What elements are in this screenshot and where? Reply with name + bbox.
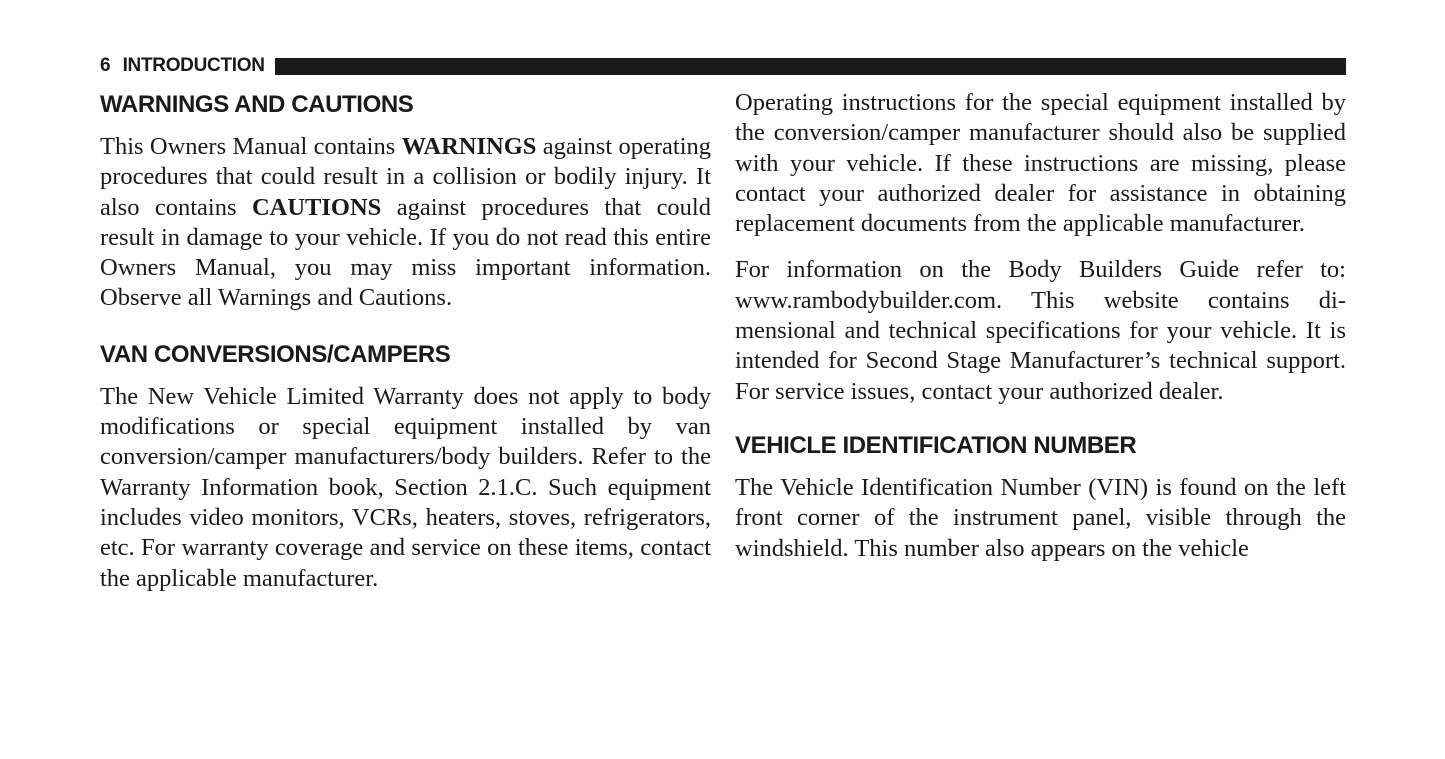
warnings-heading: WARNINGS AND CAUTIONS: [100, 91, 414, 118]
van-conversions-paragraph: The New Vehicle Limited Warranty does not apply to body modifications or special equipment installed by van conversion/camper manufacturers/body builders. Refer to the Warranty Information book, Section 2.1.C. Such equipment includes video monitors, VCRs, heaters, stoves, refrigerators, etc. For warranty coverage and service on these items, contact the applicable manufacturer.: [100, 382, 711, 592]
body-builders-paragraph: For information on the Body Builders Guide refer to: www.rambodybuilder.com. This website contains dimensional and technical specifications for your vehicle. It is intended for Second Stage Manufacturer’s technical support. For service issues, contact your authorized dealer.: [735, 256, 1346, 405]
page-number: 6: [100, 55, 111, 76]
right-column: [735, 88, 1346, 564]
cautions-bold-term: CAUTIONS: [251, 193, 382, 221]
warnings-bold-term: WARNINGS: [401, 133, 537, 160]
vin-heading: VEHICLE IDENTIFICATION NUMBER: [735, 431, 1137, 459]
header-rule: [275, 58, 1346, 75]
vin-paragraph: The Vehicle Identification Number (VIN) is found on the left front corner of the instrument panel, visible through the windshield. This number also appears on the vehicle: [735, 473, 1346, 562]
van-conversions-heading: VAN CONVERSIONS/CAMPERS: [100, 340, 451, 368]
warnings-paragraph: [100, 132, 711, 314]
section-title: INTRODUCTION: [122, 55, 265, 76]
warnings-text-3: against procedures that could result in damage to your vehicle. If you do not read this entire Owners Manual, you may miss important information. Observe all Warnings and Cautions.: [100, 193, 711, 312]
warnings-text-1: This Owners Manual contains: [100, 133, 402, 160]
running-header: [100, 55, 1346, 77]
left-column: [100, 88, 711, 594]
warnings-text-2: against operating procedures that could result in a collision or bodily injury. It also contains: [100, 133, 712, 221]
operating-instructions-paragraph: Operating instructions for the special equipment installed by the conversion/camper manufacturer should also be supplied with your vehicle. If these instructions are missing, please contact your authorized dealer for assistance in obtaining replacement documents from the applicable manufacturer.: [735, 89, 1346, 238]
